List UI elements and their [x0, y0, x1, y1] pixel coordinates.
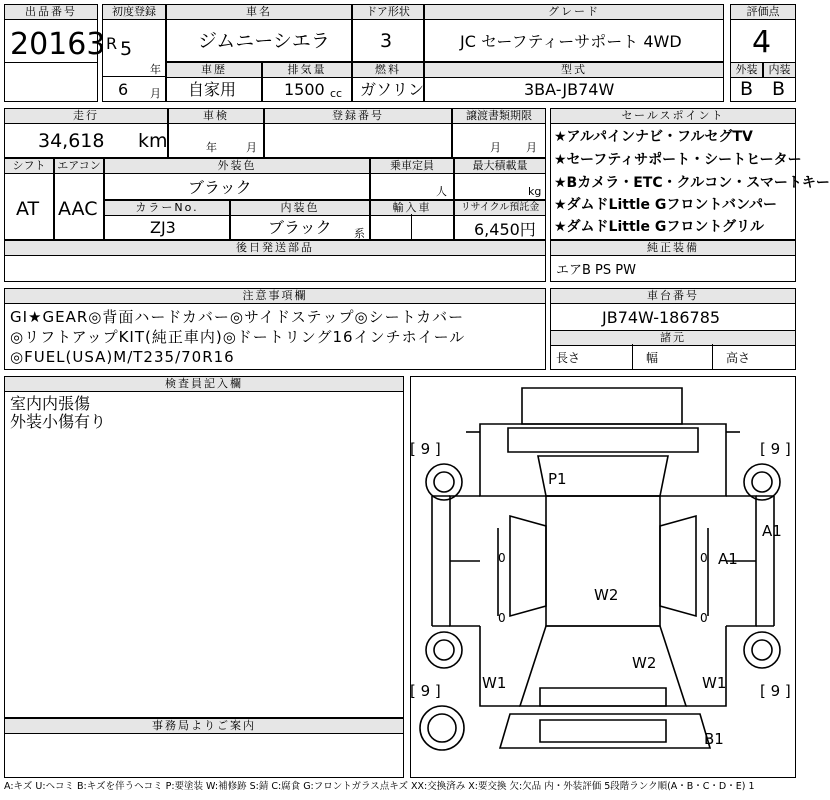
bracket-nine-br: [ 9 ]: [760, 682, 791, 700]
damage-mark-w1-right: W1: [702, 674, 727, 692]
inspection-label: 車検: [168, 108, 264, 124]
damage-mark-w2-roof: W2: [594, 586, 619, 604]
sales-points-label: セールスポイント: [550, 108, 796, 124]
mileage-label: 走行: [4, 108, 168, 124]
length-label: 長さ: [556, 351, 581, 365]
sales-point-2: ★セーフティサポート・シートヒーター: [554, 152, 802, 168]
int-grade: B: [772, 78, 786, 100]
grade-label: グレード: [424, 4, 724, 20]
month-unit: 月: [150, 87, 161, 100]
history-value: 自家用: [188, 80, 237, 99]
zero-mark-2: 0: [498, 611, 506, 625]
int-color-value: ブラック: [268, 218, 332, 237]
color-no-label: カラーNo.: [104, 200, 230, 216]
km-unit: km: [138, 130, 168, 152]
displacement-label: 排気量: [262, 62, 352, 78]
ext-label: 外装: [730, 62, 763, 78]
inspector-note-2: 外装小傷有り: [10, 412, 107, 431]
height-label: 高さ: [726, 351, 751, 365]
int-label: 内装: [763, 62, 796, 78]
inspector-label: 検査員記入欄: [4, 376, 404, 392]
legend-text: A:キズ U:ヘコミ B:キズを伴うヘコミ P:要塗装 W:補修跡 S:錆 C:腐食 G:フロントガラス点キズ XX:交換済み X:要交換 欠:欠品 内・外装評価 5段階ランク順(A・B・C・D・E) 1: [4, 781, 755, 792]
sales-point-5: ★ダムドLittle Gフロントグリル: [554, 219, 765, 235]
person-unit: 人: [436, 185, 447, 198]
model-value: 3BA-JB74W: [524, 80, 615, 99]
shift-label: シフト: [4, 158, 54, 174]
mileage-value: 34,618: [38, 130, 105, 152]
chassis-label: 車台番号: [550, 288, 796, 304]
inspection-year-unit: 年: [206, 141, 217, 154]
ext-grade: B: [740, 78, 754, 100]
office-label: 事務局よりご案内: [4, 718, 404, 734]
bracket-nine-tl: [ 9 ]: [410, 440, 441, 458]
specs-label: 諸元: [550, 330, 796, 346]
era-letter: R: [106, 34, 118, 53]
caution-note-2: ◎リフトアップKIT(純正車内)◎ドートリング16インチホイール: [10, 328, 466, 346]
fuel-value: ガソリン: [360, 80, 425, 99]
car-diagram: [410, 376, 796, 778]
lot-no-label: 出品番号: [4, 4, 98, 20]
chassis-value: JB74W-186785: [602, 308, 721, 327]
lot-no-value: 20163: [10, 27, 106, 62]
car-name-value: ジムニーシエラ: [198, 30, 330, 52]
width-label: 幅: [646, 351, 659, 365]
score-value: 4: [752, 25, 772, 60]
std-equip-label: 純正装備: [550, 240, 796, 256]
damage-mark-p1: P1: [548, 470, 567, 488]
caution-label: 注意事項欄: [4, 288, 546, 304]
first-reg-label: 初度登録: [102, 4, 166, 20]
damage-mark-b1: B1: [704, 730, 724, 748]
recycle-value: 6,450円: [474, 220, 536, 239]
caution-note-3: ◎FUEL(USA)M/T235/70R16: [10, 348, 235, 366]
era-year: 5: [120, 38, 133, 60]
fuel-label: 燃料: [352, 62, 424, 78]
later-parts-label: 後日発送部品: [4, 240, 546, 256]
inspector-note-1: 室内内張傷: [10, 394, 91, 413]
int-color-label: 内装色: [230, 200, 370, 216]
caution-note-1: GI★GEAR◎背面ハードカバー◎サイドステップ◎シートカバー: [10, 308, 465, 326]
inspection-month-unit: 月: [246, 141, 257, 154]
capacity-label: 乗車定員: [370, 158, 454, 174]
transfer-day-unit: 月: [526, 141, 537, 154]
aircon-label: エアコン: [54, 158, 104, 174]
door-label: ドア形状: [352, 4, 424, 20]
reg-no-label: 登録番号: [264, 108, 452, 124]
ext-color-value: ブラック: [188, 178, 252, 197]
damage-mark-w1-left: W1: [482, 674, 507, 692]
cc-unit: cc: [330, 87, 343, 100]
damage-mark-a1-door: A1: [718, 550, 738, 568]
damage-mark-a1-side: A1: [762, 522, 782, 540]
recycle-label: リサイクル預託金: [454, 200, 546, 216]
bracket-nine-bl: [ 9 ]: [410, 682, 441, 700]
zero-mark-4: 0: [700, 611, 708, 625]
transfer-month-unit: 月: [490, 141, 501, 154]
sales-point-3: ★Bカメラ・ETC・クルコン・スマートキー: [554, 175, 830, 191]
import-label: 輸入車: [370, 200, 454, 216]
sales-point-4: ★ダムドLittle Gフロントバンパー: [554, 197, 778, 213]
ext-color-label: 外装色: [104, 158, 370, 174]
displacement-value: 1500: [284, 80, 325, 99]
reg-month: 6: [118, 80, 129, 99]
history-label: 車歴: [166, 62, 262, 78]
zero-mark-1: 0: [498, 551, 506, 565]
year-unit: 年: [150, 63, 161, 76]
score-label: 評価点: [730, 4, 796, 20]
damage-mark-w2-rear: W2: [632, 654, 657, 672]
bracket-nine-tr: [ 9 ]: [760, 440, 791, 458]
color-no-value: ZJ3: [150, 218, 176, 237]
max-load-label: 最大積載量: [454, 158, 546, 174]
shift-value: AT: [16, 198, 40, 220]
car-name-label: 車名: [166, 4, 352, 20]
transfer-label: 譲渡書類期限: [452, 108, 546, 124]
sales-point-1: ★アルパインナビ・フルセグTV: [554, 129, 753, 145]
grade-value: JC セーフティーサポート 4WD: [460, 32, 682, 51]
door-value: 3: [380, 30, 393, 52]
kei-unit: 系: [354, 227, 365, 240]
kg-unit: kg: [528, 185, 542, 198]
std-equip-value: エアB PS PW: [556, 263, 636, 278]
model-label: 型式: [424, 62, 724, 78]
zero-mark-3: 0: [700, 551, 708, 565]
aircon-value: AAC: [58, 198, 98, 220]
